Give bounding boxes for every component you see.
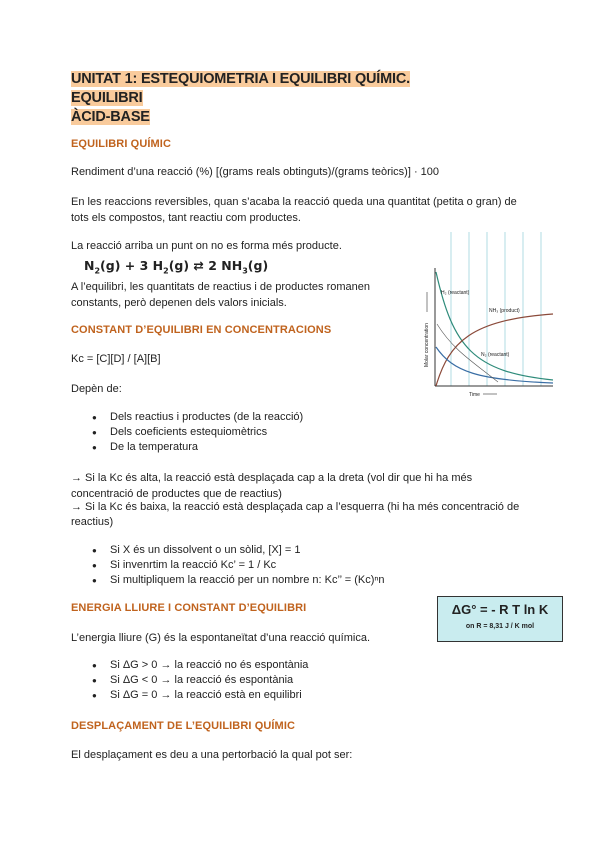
list-item: ● Dels reactius i productes (de la reacció) — [92, 410, 303, 425]
list-item: ● Si ΔG < 0 → la reacció és espontània — [92, 673, 308, 688]
kc-baixa-1: → Si la Kc és baixa, la reacció està desplaçada cap a l’esquerra (hi ha més concentració de — [71, 501, 520, 513]
gibbs-note: on R = 8,31 J / K mol — [465, 623, 535, 630]
list-item: ● Si X és un dissolvent o un sòlid, [X] = 1 — [92, 543, 385, 558]
label-n2: N₂ (reactant) — [481, 352, 510, 358]
gibbs-formula: ΔG° = - R T ln K — [451, 602, 549, 617]
paragraph-equilibri-1: A l’equilibri, les quantitats de reactius i de productes romanen — [71, 281, 371, 293]
list-item: ● Si ΔG > 0 → la reacció no és espontània — [92, 658, 308, 673]
kc-alta-2: concentració de productes que de reactius) — [71, 488, 282, 500]
depen-label: Depèn de: — [71, 383, 122, 395]
paragraph-punt: La reacció arriba un punt on no es forma més producte. — [71, 240, 342, 252]
kc-rules-list — [92, 543, 385, 588]
paragraph-rendiment: Rendiment d’una reacció (%) [(grams reals obtinguts)/(grams teòrics)] · 100 — [71, 166, 440, 178]
concentration-time-chart — [423, 232, 555, 408]
label-h2: H₂ (reactant) — [441, 290, 470, 296]
x-axis-label: Time — [469, 392, 480, 398]
list-item: ● Si multipliquem la reacció per un nombre n: Kc’’ = (Kc)ⁿn — [92, 573, 385, 588]
heading-desplacament: DESPLAÇAMENT DE L’EQUILIBRI QUÍMIC — [71, 720, 296, 732]
heading-energia-lliure: ENERGIA LLIURE I CONSTANT D’EQUILIBRI — [71, 602, 307, 614]
heading-equilibri-quimic: EQUILIBRI QUÍMIC — [71, 138, 171, 150]
delta-g-list — [92, 658, 308, 703]
list-item: ● Si ΔG = 0 → la reacció està en equilibri — [92, 688, 308, 703]
page-title-line2: ÀCID-BASE — [71, 109, 150, 125]
gibbs-formula-box — [437, 596, 563, 642]
paragraph-energia: L’energia lliure (G) és la espontaneïtat d’una reacció química. — [71, 632, 371, 644]
paragraph-equilibri-2: constants, però depenen dels valors inicials. — [71, 297, 287, 309]
y-axis-label: Molar concentration — [424, 323, 430, 367]
paragraph-reversibles-2: tots els compostos, tant reactiu com productes. — [71, 212, 301, 224]
kc-alta-1: → Si la Kc és alta, la reacció està desplaçada cap a la dreta (vol dir que hi ha més — [71, 472, 473, 484]
label-nh3: NH₃ (product) — [489, 308, 520, 314]
kc-baixa-2: reactius) — [71, 516, 114, 528]
paragraph-reversibles-1: En les reaccions reversibles, quan s’acaba la reacció queda una quantitat (petita o gran) de — [71, 196, 517, 208]
page-title — [71, 70, 451, 127]
page-title-line1: UNITAT 1: ESTEQUIOMETRIA I EQUILIBRI QUÍMIC. EQUILIBRI — [71, 71, 410, 106]
list-item: ● Dels coeficients estequiomètrics — [92, 425, 303, 440]
list-item: ● Si invenrtim la reacció Kc’ = 1 / Kc — [92, 558, 385, 573]
heading-constant-equilibri: CONSTANT D’EQUILIBRI EN CONCENTRACIONS — [71, 324, 332, 336]
list-item: ● De la temperatura — [92, 440, 303, 455]
kc-formula: Kc = [C][D] / [A][B] — [71, 353, 161, 365]
depen-list — [92, 410, 303, 455]
reaction-equation: $N_2(g) + 3$ $H_2(g)$ ⇄ 2 $NH_3(g)$ — [84, 258, 269, 276]
paragraph-desplacament: El desplaçament es deu a una pertorbació la qual pot ser: — [71, 749, 353, 761]
